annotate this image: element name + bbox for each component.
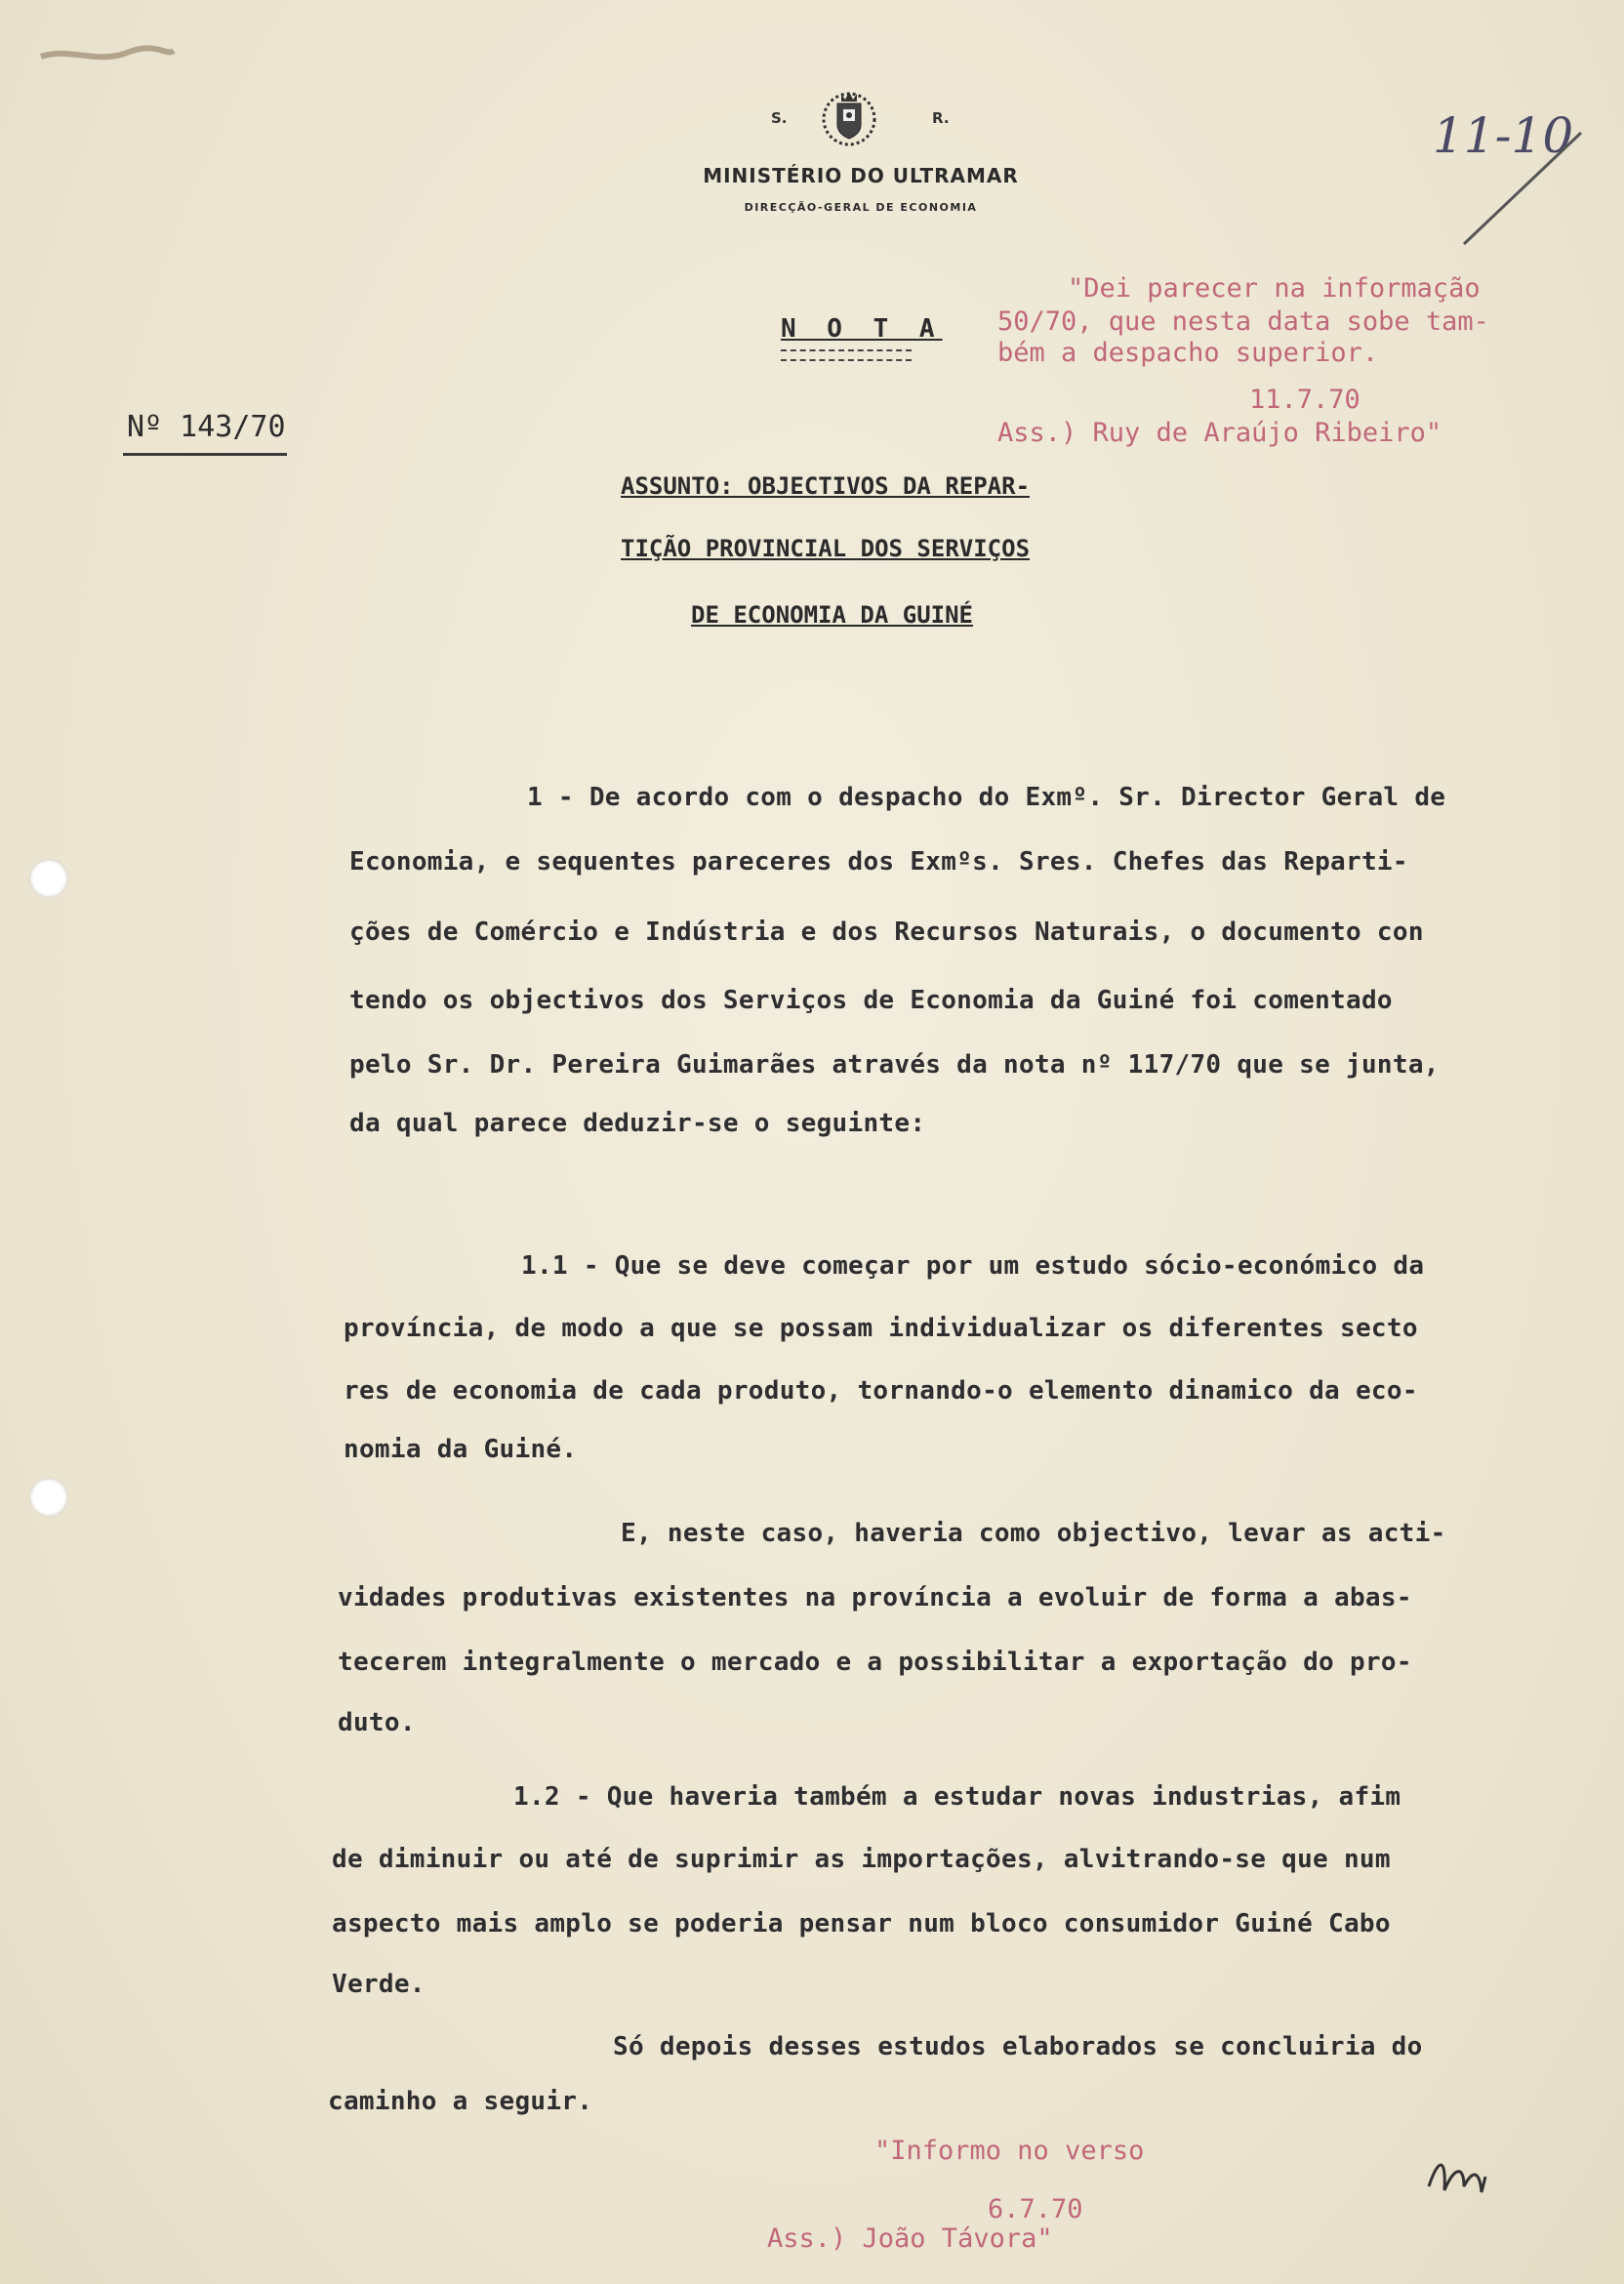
- body-line: Economia, e sequentes pareceres dos Exmºs. Sres. Chefes das Reparti-: [349, 847, 1408, 877]
- subject-line-2: TIÇÃO PROVINCIAL DOS SERVIÇOS: [621, 535, 1031, 562]
- body-line: E, neste caso, haveria como objectivo, levar as acti-: [621, 1519, 1446, 1548]
- punch-hole-bottom: [29, 1478, 68, 1517]
- subject-line-3: DE ECONOMIA DA GUINÉ: [691, 601, 973, 629]
- body-line: Só depois desses estudos elaborados se concluiria do: [613, 2032, 1423, 2061]
- torn-corner-mark: [39, 43, 176, 72]
- stamp-top-signature: Ass.) Ruy de Araújo Ribeiro": [997, 418, 1442, 448]
- subject-line-1: ASSUNTO: OBJECTIVOS DA REPAR-: [621, 472, 1031, 500]
- stamp-top-date: 11.7.70: [1249, 385, 1360, 415]
- body-line: 1.1 - Que se deve começar por um estudo sócio-económico da: [521, 1251, 1425, 1281]
- handwritten-reference: [1425, 78, 1620, 264]
- body-line: pelo Sr. Dr. Pereira Guimarães através da nota nº 117/70 que se junta,: [349, 1050, 1440, 1080]
- body-line: da qual parece deduzir-se o seguinte:: [349, 1109, 926, 1138]
- body-line: vidades produtivas existentes na província a evoluir de forma a abas-: [338, 1583, 1412, 1612]
- body-line: de diminuir ou até de suprimir as importações, alvitrando-se que num: [332, 1845, 1391, 1874]
- stamp-bottom-line-1: "Informo no verso: [874, 2136, 1145, 2166]
- stamp-top-line-3: bém a despacho superior.: [997, 338, 1379, 368]
- coat-of-arms-emblem: [822, 86, 876, 150]
- letterhead-initial-right: R.: [932, 109, 950, 127]
- stamp-top-line-2: 50/70, que nesta data sobe tam-: [997, 306, 1489, 337]
- letterhead-initial-left: S.: [771, 109, 788, 127]
- body-line: caminho a seguir.: [328, 2087, 593, 2116]
- body-line: ções de Comércio e Indústria e dos Recursos Naturais, o documento con: [349, 918, 1424, 947]
- body-line: tecerem integralmente o mercado e a possibilitar a exportação do pro-: [338, 1648, 1412, 1677]
- directorate-name: DIRECÇÃO-GERAL DE ECONOMIA: [744, 201, 978, 214]
- punch-hole-top: [29, 859, 68, 898]
- body-line: res de economia de cada produto, tornando-o elemento dinamico da eco-: [344, 1376, 1418, 1406]
- body-line: nomia da Guiné.: [344, 1435, 578, 1464]
- body-line: 1.2 - Que haveria também a estudar novas industrias, afim: [513, 1782, 1401, 1812]
- body-line: 1 - De acordo com o despacho do Exmº. Sr. Director Geral de: [527, 783, 1446, 812]
- body-line: aspecto mais amplo se poderia pensar num bloco consumidor Guiné Cabo: [332, 1909, 1391, 1938]
- body-line: província, de modo a que se possam individualizar os diferentes secto: [344, 1314, 1418, 1343]
- stamp-top-line-1: "Dei parecer na informação: [1068, 273, 1481, 304]
- stamp-bottom-signature: Ass.) João Távora": [767, 2223, 1053, 2254]
- body-line: duto.: [338, 1708, 416, 1737]
- ministry-name: MINISTÉRIO DO ULTRAMAR: [703, 164, 1019, 187]
- svg-text:11-10: 11-10: [1433, 107, 1574, 164]
- note-number-underline: [123, 453, 287, 456]
- stamp-bottom-date: 6.7.70: [988, 2194, 1083, 2224]
- handwritten-initials: [1425, 2147, 1503, 2216]
- doc-type-underline: [781, 349, 912, 361]
- body-line: tendo os objectivos dos Serviços de Economia da Guiné foi comentado: [349, 986, 1393, 1015]
- doc-type-heading: N O T A: [781, 314, 943, 344]
- body-line: Verde.: [332, 1970, 426, 1999]
- note-number: Nº 143/70: [127, 410, 286, 444]
